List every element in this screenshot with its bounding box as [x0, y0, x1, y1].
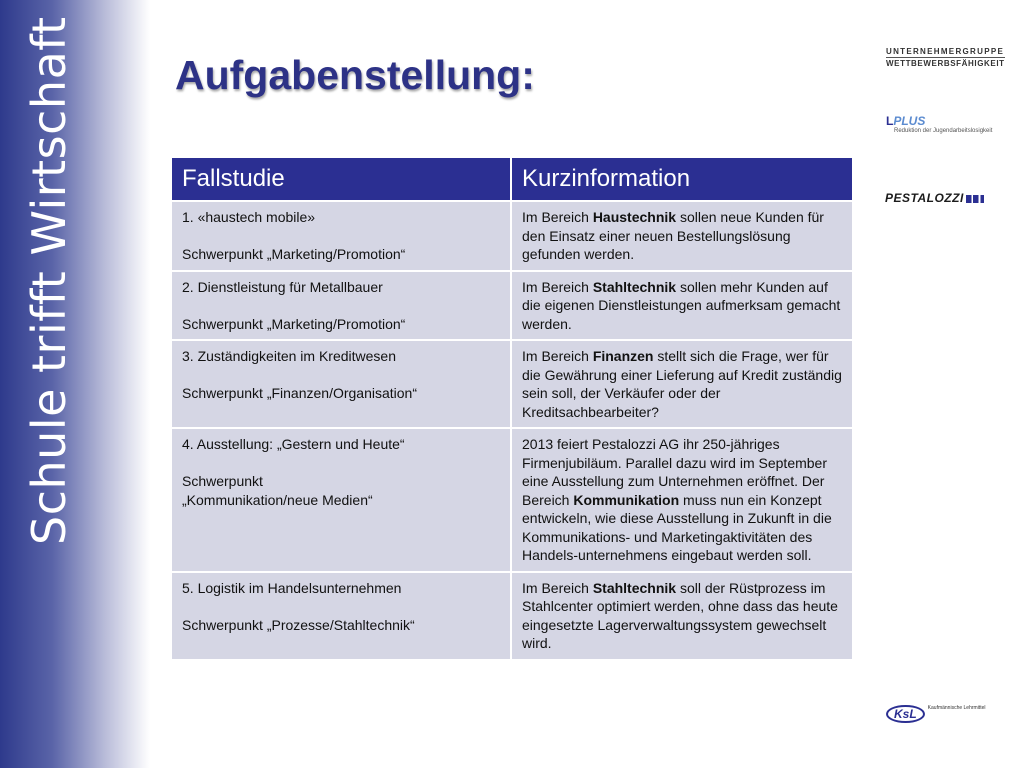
info-text: soll der Rüstprozess im Stahlcenter optimiert werden, ohne dass das heute eingesetzte Lagerverwaltungssystem gewechselt wird. [522, 579, 838, 651]
info-cell [511, 271, 853, 341]
info-cell [511, 428, 853, 572]
case-cell [171, 271, 511, 341]
lplus-logo-prefix: L [886, 114, 894, 128]
info-bold: Haustechnik [592, 209, 677, 225]
unternehmergruppe-logo [886, 47, 1005, 68]
info-text: stellt sich die Frage, wer für die Gewährung einer Lieferung auf Kredit zuständig sein soll, der Verkäufer oder der Kreditsachbearbeiter? [522, 348, 842, 420]
table-row [171, 572, 853, 660]
unternehmergruppe-logo-line1: UNTERNEHMERGRUPPE [886, 47, 1005, 56]
info-cell [511, 340, 853, 428]
info-bold: Stahltechnik [592, 278, 677, 295]
info-text: Im Bereich [522, 579, 593, 596]
table-header-row [171, 157, 853, 201]
case-focus: Schwerpunkt „Marketing/Promotion“ [182, 315, 406, 332]
info-text: sollen mehr Kunden auf die eigenen Dienstleistungen aufmerksam gemacht werden. [522, 278, 841, 332]
case-focus: Schwerpunkt „Marketing/Promotion“ [182, 246, 406, 262]
info-text: sollen neue Kunden für den Einsatz einer neuen Bestellungslösung gefunden werden. [522, 209, 824, 262]
header-fallstudie: Fallstudie [171, 157, 511, 201]
sidebar-vertical-text: Schule trifft Wirtschaft [22, 16, 76, 545]
sidebar-band [0, 0, 150, 768]
info-text: Im Bereich [522, 278, 593, 295]
lplus-logo-suffix: PLUS [893, 114, 926, 128]
case-cell [171, 340, 511, 428]
lplus-logo [886, 114, 992, 134]
pestalozzi-logo-text: PESTALOZZI [885, 191, 964, 205]
case-focus: Schwerpunkt „Prozesse/Stahltechnik“ [182, 616, 415, 633]
unternehmergruppe-logo-line2: WETTBEWERBSFÄHIGKEIT [886, 59, 1005, 68]
table-row [171, 340, 853, 428]
ksl-logo-badge: KsL [886, 705, 925, 723]
table-row [171, 428, 853, 572]
info-bold: Stahltechnik [592, 579, 677, 596]
case-cell [171, 572, 511, 660]
info-text: 2013 feiert Pestalozzi AG ihr 250-jähriges Firmenjubiläum. Parallel dazu wird im September eine Ausstellung zum Unternehmen eröffnet. Der Bereich [522, 436, 828, 508]
pestalozzi-mark-icon [966, 195, 984, 203]
case-title: 3. Zuständigkeiten im Kreditwesen [182, 348, 396, 364]
info-cell [511, 201, 853, 271]
case-focus: Schwerpunkt „Kommunikation/neue Medien“ [182, 473, 373, 508]
case-title: 4. Ausstellung: „Gestern und Heute“ [182, 436, 405, 452]
lplus-logo-subtitle: Reduktion der Jugendarbeitslosigkeit [894, 128, 993, 134]
case-cell [171, 201, 511, 271]
table-row [171, 271, 853, 341]
info-bold: Kommunikation [573, 491, 680, 508]
info-text: muss nun ein Konzept entwickeln, wie diese Ausstellung in Zukunft in die Kommunikations- und Marketingaktivitäten des Handels-unternehmens eingebaut werden soll. [522, 491, 832, 563]
header-kurzinformation: Kurzinformation [511, 157, 853, 201]
info-bold: Finanzen [592, 348, 654, 364]
pestalozzi-logo [885, 191, 984, 205]
page-title: Aufgabenstellung: [175, 52, 535, 98]
ksl-logo-subtitle: Kaufmännische Lehrmittel [927, 705, 986, 711]
case-focus: Schwerpunkt „Finanzen/Organisation“ [182, 385, 418, 401]
case-study-table [170, 156, 854, 661]
table-row [171, 201, 853, 271]
info-text: Im Bereich [522, 209, 593, 225]
case-title: 5. Logistik im Handelsunternehmen [182, 579, 402, 596]
case-cell [171, 428, 511, 572]
case-title: 2. Dienstleistung für Metallbauer [182, 278, 383, 295]
info-cell [511, 572, 853, 660]
ksl-logo [886, 705, 985, 723]
info-text: Im Bereich [522, 348, 593, 364]
case-title: 1. «haustech mobile» [182, 209, 316, 225]
